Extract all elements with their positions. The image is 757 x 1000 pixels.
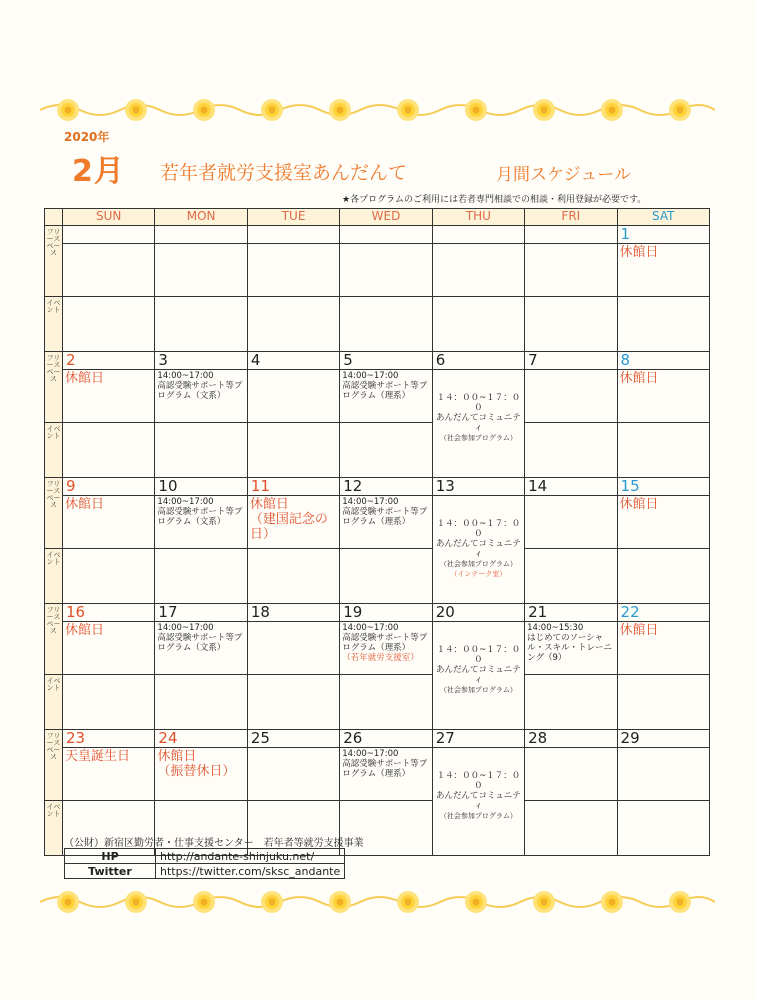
event-cell <box>617 423 709 478</box>
free-cell <box>63 370 155 423</box>
free-cell <box>432 370 524 478</box>
side-label-free: フリースペース <box>45 604 63 675</box>
twitter-link[interactable]: https://twitter.com/sksc_andante <box>156 864 345 879</box>
side-label-free: フリースペース <box>45 226 63 297</box>
contact-table <box>64 848 345 879</box>
week1-free-row <box>45 244 710 297</box>
holiday-name: （建国記念の日） <box>249 512 328 542</box>
header-sun: SUN <box>63 209 155 226</box>
date-cell: 24 <box>155 730 247 748</box>
free-cell <box>340 748 432 801</box>
program-time: １４：００~１７：００ <box>436 645 521 665</box>
side-label-free: フリースペース <box>45 478 63 549</box>
date-cell: 2 <box>63 352 155 370</box>
free-cell <box>617 622 709 675</box>
side-label-event: イベント <box>45 801 63 856</box>
program-name: 高認受験サポート等プログラム（理系） <box>342 381 428 401</box>
header-fri: FRI <box>525 209 617 226</box>
holiday-text: 天皇誕生日 <box>65 749 131 764</box>
week3-free-row <box>45 496 710 549</box>
event-cell <box>63 675 155 730</box>
date-cell: 21 <box>525 604 617 622</box>
week2-event-row <box>45 423 710 478</box>
holiday-text: 休館日 <box>249 497 289 512</box>
twitter-label: Twitter <box>65 864 156 879</box>
calendar-table <box>44 208 710 856</box>
free-cell <box>525 748 617 801</box>
room-note: （インテーク室） <box>450 570 507 578</box>
free-cell <box>617 244 709 297</box>
org-title: 若年者就労支援室あんだんて <box>160 162 408 184</box>
event-cell <box>247 675 339 730</box>
date-cell: 6 <box>432 352 524 370</box>
week2-free-row <box>45 370 710 423</box>
week2-date-row <box>45 352 710 370</box>
free-cell <box>432 244 524 297</box>
holiday-text: 休館日 <box>619 245 659 260</box>
date-cell <box>247 226 339 244</box>
program-name: 高認受験サポート等プログラム（文系） <box>157 507 243 527</box>
date-cell: 23 <box>63 730 155 748</box>
program-sub: （社会参加プログラム） <box>439 686 517 694</box>
event-cell <box>617 549 709 604</box>
date-cell <box>155 226 247 244</box>
week1-date-row <box>45 226 710 244</box>
free-cell <box>63 244 155 297</box>
free-cell <box>247 244 339 297</box>
date-cell: 22 <box>617 604 709 622</box>
holiday-text: 休館日 <box>619 371 659 386</box>
sunflower-border-top <box>40 96 715 124</box>
free-cell <box>155 748 247 801</box>
week5-date-row <box>45 730 710 748</box>
header-wed: WED <box>340 209 432 226</box>
date-cell <box>432 226 524 244</box>
program-time: 14:00~15:30 <box>527 623 584 633</box>
program-time: 14:00~17:00 <box>342 371 399 381</box>
event-cell <box>525 675 617 730</box>
event-cell <box>617 801 709 856</box>
room-note: （若年就労支援室） <box>342 653 419 663</box>
holiday-text: 休館日 <box>619 623 659 638</box>
program-name: あんだんてコミュニティ <box>435 791 521 811</box>
free-cell <box>63 496 155 549</box>
holiday-name: （振替休日） <box>157 764 236 779</box>
free-cell <box>340 244 432 297</box>
date-cell: 19 <box>340 604 432 622</box>
holiday-text: 休館日 <box>157 749 197 764</box>
header-tue: TUE <box>247 209 339 226</box>
event-cell <box>247 297 339 352</box>
date-cell: 28 <box>525 730 617 748</box>
free-cell <box>432 622 524 730</box>
program-name: 高認受験サポート等プログラム（文系） <box>157 381 243 401</box>
free-cell <box>340 496 432 549</box>
corner-cell <box>45 209 63 226</box>
date-cell: 4 <box>247 352 339 370</box>
free-cell <box>340 622 432 675</box>
date-cell <box>525 226 617 244</box>
event-cell <box>525 549 617 604</box>
week5-free-row <box>45 748 710 801</box>
program-time: 14:00~17:00 <box>157 623 214 633</box>
header-mon: MON <box>155 209 247 226</box>
program-time: 14:00~17:00 <box>157 497 214 507</box>
date-cell: 14 <box>525 478 617 496</box>
free-cell <box>525 370 617 423</box>
free-cell <box>617 748 709 801</box>
event-cell <box>155 423 247 478</box>
date-cell: 29 <box>617 730 709 748</box>
program-sub: （社会参加プログラム） <box>439 812 517 820</box>
date-cell: 9 <box>63 478 155 496</box>
date-cell: 8 <box>617 352 709 370</box>
date-cell: 17 <box>155 604 247 622</box>
program-time: 14:00~17:00 <box>157 371 214 381</box>
date-cell: 10 <box>155 478 247 496</box>
date-cell: 20 <box>432 604 524 622</box>
side-label-free: フリースペース <box>45 730 63 801</box>
program-time: 14:00~17:00 <box>342 497 399 507</box>
event-cell <box>340 675 432 730</box>
event-cell <box>155 549 247 604</box>
week4-date-row <box>45 604 710 622</box>
event-cell <box>432 297 524 352</box>
header-thu: THU <box>432 209 524 226</box>
event-cell <box>525 297 617 352</box>
event-cell <box>617 297 709 352</box>
free-cell <box>432 748 524 856</box>
event-cell <box>525 801 617 856</box>
week3-date-row <box>45 478 710 496</box>
usage-notice: ★各プログラムのご利用には若者専門相談での相談・利用登録が必要です。 <box>342 195 647 205</box>
free-cell <box>617 370 709 423</box>
header-sat: SAT <box>617 209 709 226</box>
event-cell <box>340 549 432 604</box>
date-cell: 3 <box>155 352 247 370</box>
free-cell <box>63 748 155 801</box>
hp-link[interactable]: http://andante-shinjuku.net/ <box>156 849 345 864</box>
date-cell: 11 <box>247 478 339 496</box>
weekday-header-row <box>45 209 710 226</box>
free-cell <box>617 496 709 549</box>
free-cell <box>525 496 617 549</box>
event-cell <box>525 423 617 478</box>
program-sub: （社会参加プログラム） <box>439 560 517 568</box>
free-cell <box>247 748 339 801</box>
date-cell: 12 <box>340 478 432 496</box>
program-sub: （社会参加プログラム） <box>439 434 517 442</box>
program-name: 高認受験サポート等プログラム（理系） <box>342 633 428 653</box>
free-cell <box>155 370 247 423</box>
free-cell <box>247 496 339 549</box>
program-time: １４：００~１７：００ <box>436 771 521 791</box>
date-cell: 26 <box>340 730 432 748</box>
event-cell <box>155 675 247 730</box>
side-label-event: イベント <box>45 549 63 604</box>
program-name: 高認受験サポート等プログラム（文系） <box>157 633 243 653</box>
date-cell: 25 <box>247 730 339 748</box>
date-cell: 15 <box>617 478 709 496</box>
free-cell <box>155 622 247 675</box>
year-label: 2020年 <box>64 130 110 144</box>
date-cell: 16 <box>63 604 155 622</box>
holiday-text: 休館日 <box>65 371 105 386</box>
sunflower-border-bottom <box>40 888 715 916</box>
holiday-text: 休館日 <box>619 497 659 512</box>
hp-row <box>65 849 345 864</box>
week1-event-row <box>45 297 710 352</box>
event-cell <box>155 297 247 352</box>
event-cell <box>247 549 339 604</box>
date-cell <box>63 226 155 244</box>
date-cell: 18 <box>247 604 339 622</box>
side-label-free: フリースペース <box>45 352 63 423</box>
event-cell <box>63 549 155 604</box>
twitter-row <box>65 864 345 879</box>
event-cell <box>63 297 155 352</box>
hp-label: HP <box>65 849 156 864</box>
program-name: 高認受験サポート等プログラム（理系） <box>342 507 428 527</box>
program-name: あんだんてコミュニティ <box>435 539 521 559</box>
program-name: 高認受験サポート等プログラム（理系） <box>342 759 428 779</box>
program-name: あんだんてコミュニティ <box>435 413 521 433</box>
date-cell <box>340 226 432 244</box>
program-name: はじめてのソーシャル・スキル・トレーニング（9） <box>527 633 613 663</box>
week4-free-row <box>45 622 710 675</box>
side-label-event: イベント <box>45 297 63 352</box>
free-cell <box>340 370 432 423</box>
date-cell: 7 <box>525 352 617 370</box>
free-cell <box>432 496 524 604</box>
program-name: あんだんてコミュニティ <box>435 665 521 685</box>
date-cell: 27 <box>432 730 524 748</box>
free-cell <box>155 244 247 297</box>
schedule-title: 月間スケジュール <box>496 165 631 185</box>
week4-event-row <box>45 675 710 730</box>
program-time: 14:00~17:00 <box>342 749 399 759</box>
free-cell <box>63 622 155 675</box>
event-cell <box>617 675 709 730</box>
date-cell: 13 <box>432 478 524 496</box>
program-time: 14:00~17:00 <box>342 623 399 633</box>
side-label-event: イベント <box>45 675 63 730</box>
date-cell: 5 <box>340 352 432 370</box>
event-cell <box>340 423 432 478</box>
holiday-text: 休館日 <box>65 623 105 638</box>
date-cell: 1 <box>617 226 709 244</box>
footer-org: （公財）新宿区勤労者・仕事支援センター 若年者等就労支援事業 <box>64 838 364 849</box>
free-cell <box>155 496 247 549</box>
program-time: １４：００~１７：００ <box>436 393 521 413</box>
event-cell <box>63 423 155 478</box>
free-cell <box>525 622 617 675</box>
holiday-text: 休館日 <box>65 497 105 512</box>
month-label: 2月 <box>72 154 125 189</box>
free-cell <box>247 370 339 423</box>
event-cell <box>340 297 432 352</box>
free-cell <box>525 244 617 297</box>
week3-event-row <box>45 549 710 604</box>
event-cell <box>247 423 339 478</box>
free-cell <box>247 622 339 675</box>
side-label-event: イベント <box>45 423 63 478</box>
program-time: １４：００~１７：００ <box>436 519 521 539</box>
